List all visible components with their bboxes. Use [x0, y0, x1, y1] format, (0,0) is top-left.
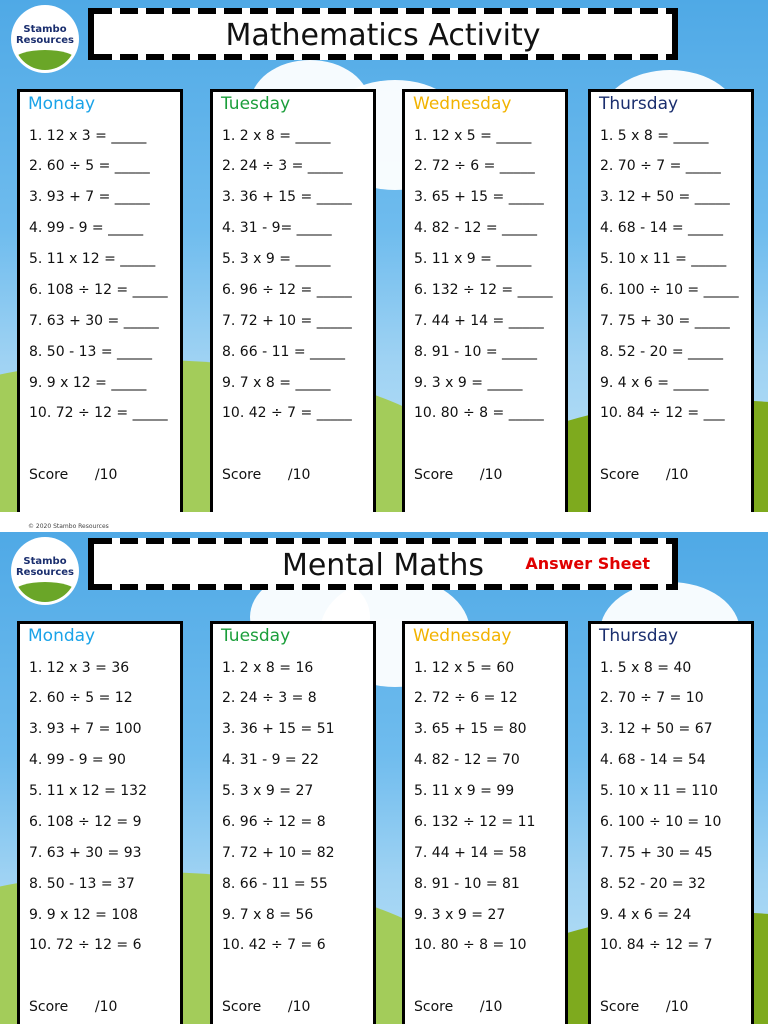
question-item: 7. 72 + 10 = 82: [222, 845, 335, 861]
question-item: 8. 52 - 20 = 32: [600, 876, 706, 892]
day-title: Monday: [28, 94, 96, 114]
day-card-tuesday: [210, 89, 376, 512]
question-item: 1. 2 x 8 = 16: [222, 660, 314, 676]
question-item: 4. 82 - 12 = 70: [414, 752, 520, 768]
question-item: 1. 12 x 3 = 36: [29, 660, 130, 676]
day-title: Tuesday: [221, 626, 291, 646]
question-item: 2. 72 ÷ 6 = _____: [414, 158, 535, 174]
question-item: 6. 100 ÷ 10 = _____: [600, 282, 739, 298]
answer-sheet-tag: Answer Sheet: [525, 554, 650, 573]
page-title: Mathematics Activity: [225, 18, 541, 53]
question-item: 9. 9 x 12 = _____: [29, 375, 147, 391]
question-item: 6. 100 ÷ 10 = 10: [600, 814, 722, 830]
question-item: 9. 7 x 8 = _____: [222, 375, 331, 391]
question-item: 2. 70 ÷ 7 = _____: [600, 158, 721, 174]
stambo-logo: [14, 8, 76, 70]
question-item: 8. 52 - 20 = _____: [600, 344, 724, 360]
stambo-logo: [14, 540, 76, 602]
question-item: 5. 11 x 12 = _____: [29, 251, 156, 267]
day-title: Thursday: [599, 626, 679, 646]
question-item: 4. 68 - 14 = 54: [600, 752, 706, 768]
question-item: 10. 80 ÷ 8 = 10: [414, 937, 527, 953]
score-line: Score /10: [414, 999, 503, 1015]
question-item: 3. 36 + 15 = 51: [222, 721, 335, 737]
question-item: 3. 93 + 7 = _____: [29, 189, 150, 205]
question-item: 8. 66 - 11 = _____: [222, 344, 346, 360]
title-banner: [88, 538, 678, 590]
question-item: 7. 44 + 14 = _____: [414, 313, 544, 329]
question-item: 6. 132 ÷ 12 = 11: [414, 814, 536, 830]
question-item: 10. 84 ÷ 12 = 7: [600, 937, 713, 953]
question-item: 5. 3 x 9 = _____: [222, 251, 331, 267]
question-item: 8. 50 - 13 = 37: [29, 876, 135, 892]
question-item: 9. 7 x 8 = 56: [222, 907, 314, 923]
question-item: 2. 24 ÷ 3 = 8: [222, 690, 317, 706]
answer-card-tuesday: [210, 621, 376, 1024]
question-item: 3. 65 + 15 = 80: [414, 721, 527, 737]
score-line: Score /10: [414, 467, 503, 483]
question-item: 2. 60 ÷ 5 = _____: [29, 158, 150, 174]
question-item: 8. 91 - 10 = _____: [414, 344, 538, 360]
score-line: Score /10: [222, 467, 311, 483]
question-item: 10. 42 ÷ 7 = 6: [222, 937, 326, 953]
question-item: 6. 108 ÷ 12 = 9: [29, 814, 142, 830]
sheet-gap: [0, 512, 768, 532]
question-item: 6. 132 ÷ 12 = _____: [414, 282, 553, 298]
question-item: 5. 11 x 9 = _____: [414, 251, 532, 267]
question-item: 1. 12 x 3 = _____: [29, 128, 147, 144]
day-card-monday: [17, 89, 183, 512]
question-item: 5. 10 x 11 = 110: [600, 783, 718, 799]
question-item: 10. 72 ÷ 12 = _____: [29, 405, 168, 421]
question-item: 5. 11 x 9 = 99: [414, 783, 515, 799]
question-item: 6. 108 ÷ 12 = _____: [29, 282, 168, 298]
question-item: 8. 50 - 13 = _____: [29, 344, 153, 360]
day-title: Wednesday: [413, 626, 512, 646]
question-item: 10. 80 ÷ 8 = _____: [414, 405, 544, 421]
question-item: 9. 4 x 6 = _____: [600, 375, 709, 391]
day-card-wednesday: [402, 89, 568, 512]
question-item: 4. 99 - 9 = _____: [29, 220, 144, 236]
question-item: 4. 68 - 14 = _____: [600, 220, 724, 236]
day-title: Tuesday: [221, 94, 291, 114]
question-item: 5. 11 x 12 = 132: [29, 783, 147, 799]
question-item: 3. 12 + 50 = 67: [600, 721, 713, 737]
question-item: 7. 63 + 30 = _____: [29, 313, 159, 329]
question-item: 6. 96 ÷ 12 = 8: [222, 814, 326, 830]
question-item: 9. 3 x 9 = _____: [414, 375, 523, 391]
copyright: © 2020 Stambo Resources: [28, 523, 109, 530]
answer-sheet: [0, 532, 768, 1024]
title-banner: [88, 8, 678, 60]
question-item: 1. 5 x 8 = 40: [600, 660, 692, 676]
day-title: Wednesday: [413, 94, 512, 114]
question-item: 8. 66 - 11 = 55: [222, 876, 328, 892]
score-line: Score /10: [600, 467, 689, 483]
day-title: Monday: [28, 626, 96, 646]
answer-card-thursday: [588, 621, 754, 1024]
question-item: 7. 72 + 10 = _____: [222, 313, 352, 329]
score-line: Score /10: [29, 467, 118, 483]
question-item: 10. 84 ÷ 12 = ___: [600, 405, 725, 421]
question-item: 7. 75 + 30 = 45: [600, 845, 713, 861]
question-item: 3. 93 + 7 = 100: [29, 721, 142, 737]
question-item: 9. 9 x 12 = 108: [29, 907, 139, 923]
question-item: 2. 72 ÷ 6 = 12: [414, 690, 518, 706]
question-item: 1. 12 x 5 = _____: [414, 128, 532, 144]
question-item: 10. 72 ÷ 12 = 6: [29, 937, 142, 953]
question-item: 7. 75 + 30 = _____: [600, 313, 730, 329]
question-item: 1. 5 x 8 = _____: [600, 128, 709, 144]
score-line: Score /10: [29, 999, 118, 1015]
question-item: 2. 24 ÷ 3 = _____: [222, 158, 343, 174]
question-item: 4. 31 - 9= _____: [222, 220, 332, 236]
page-title: Mental Maths: [281, 548, 485, 583]
score-line: Score /10: [600, 999, 689, 1015]
question-item: 4. 31 - 9 = 22: [222, 752, 319, 768]
question-item: 1. 2 x 8 = _____: [222, 128, 331, 144]
question-item: 10. 42 ÷ 7 = _____: [222, 405, 352, 421]
answer-card-monday: [17, 621, 183, 1024]
answer-card-wednesday: [402, 621, 568, 1024]
question-item: 3. 65 + 15 = _____: [414, 189, 544, 205]
question-item: 9. 4 x 6 = 24: [600, 907, 692, 923]
question-item: 6. 96 ÷ 12 = _____: [222, 282, 352, 298]
question-item: 5. 3 x 9 = 27: [222, 783, 314, 799]
question-item: 3. 12 + 50 = _____: [600, 189, 730, 205]
logo-text: Stambo Resources: [15, 24, 75, 46]
logo-text: Stambo Resources: [15, 556, 75, 578]
question-item: 7. 44 + 14 = 58: [414, 845, 527, 861]
score-line: Score /10: [222, 999, 311, 1015]
question-item: 2. 70 ÷ 7 = 10: [600, 690, 704, 706]
question-item: 2. 60 ÷ 5 = 12: [29, 690, 133, 706]
question-item: 8. 91 - 10 = 81: [414, 876, 520, 892]
question-item: 3. 36 + 15 = _____: [222, 189, 352, 205]
question-item: 4. 82 - 12 = _____: [414, 220, 538, 236]
question-item: 1. 12 x 5 = 60: [414, 660, 515, 676]
day-card-thursday: [588, 89, 754, 512]
day-title: Thursday: [599, 94, 679, 114]
question-item: 4. 99 - 9 = 90: [29, 752, 126, 768]
question-item: 5. 10 x 11 = _____: [600, 251, 727, 267]
question-item: 7. 63 + 30 = 93: [29, 845, 142, 861]
question-item: 9. 3 x 9 = 27: [414, 907, 506, 923]
